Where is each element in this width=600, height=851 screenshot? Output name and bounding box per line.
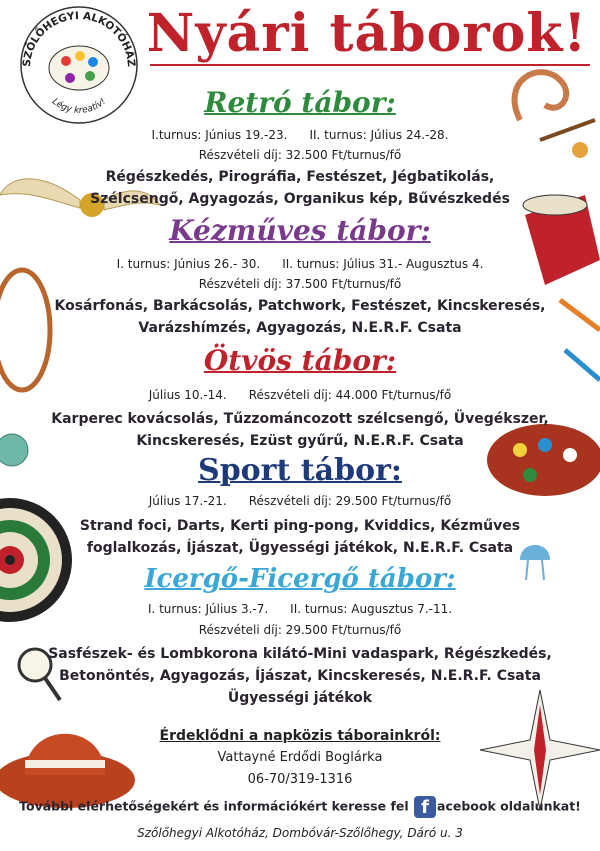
camp-dates-otvos: Július 10.-14. Részvételi díj: 44.000 Ft/turnus/fő (148, 388, 452, 402)
camp-activities-retro-2: Szélcsengő, Agyagozás, Organikus kép, Bűvészkedés (90, 191, 510, 207)
camp-title-sport: Sport tábor: (198, 453, 402, 488)
camp-activities-sport-1: Strand foci, Darts, Kerti ping-pong, Kviddics, Kézműves (79, 518, 521, 534)
contact-name: Vattayné Erdődi Boglárka (217, 750, 383, 765)
camp-title-icergo: Icergő-Ficergő tábor: (144, 564, 456, 594)
contact-heading: Érdeklődni a napközis táborainkról: (159, 728, 441, 744)
camp-title-retro: Retró tábor: (204, 86, 396, 119)
camp-activities-kezmuves-2: Varázshímzés, Agyagozás, N.E.R.F. Csata (138, 320, 462, 336)
camp-fee-retro: Részvételi díj: 32.500 Ft/turnus/fő (198, 148, 402, 162)
camp-activities-otvos-1: Karperec kovácsolás, Tűzzománcozott szélcsengő, Üvegékszer, (51, 411, 549, 427)
camp-fee-icergo: Részvételi díj: 29.500 Ft/turnus/fő (198, 623, 402, 637)
camp-dates-sport: Július 17.-21. Részvételi díj: 29.500 Ft/turnus/fő (148, 494, 452, 508)
camp-activities-icergo-2: Betonöntés, Agyagozás, Íjászat, Kincskeresés, N.E.R.F. Csata (59, 668, 541, 684)
camp-fee-kezmuves: Részvételi díj: 37.500 Ft/turnus/fő (198, 277, 402, 291)
logo-text-top: SZŐLŐHEGYI ALKOTÓHÁZ (20, 9, 138, 68)
footer-facebook-line (0, 796, 600, 818)
footer-text-after: acebook oldalunkat! (437, 798, 581, 814)
camp-activities-icergo-1: Sasfészek- és Lombkorona kilátó-Mini vadaspark, Régészkedés, (48, 646, 552, 662)
logo-palette-icon (49, 46, 109, 90)
camp-dates-icergo: I. turnus: Július 3.-7. II. turnus: Augusztus 7.-11. (147, 602, 453, 616)
logo-text-bottom: Légy kreatív! (49, 96, 109, 116)
title-underline (150, 64, 590, 66)
camp-title-otvos: Ötvös tábor: (203, 344, 397, 377)
camp-activities-otvos-2: Kincskeresés, Ezüst gyűrű, N.E.R.F. Csata (136, 433, 464, 449)
contact-phone: 06-70/319-1316 (247, 772, 353, 787)
camp-title-kezmuves: Kézműves tábor: (169, 214, 431, 247)
camp-dates-kezmuves: I. turnus: Június 26.- 30. II. turnus: Július 31.- Augusztus 4. (116, 257, 484, 271)
camp-activities-retro-1: Régészkedés, Pirográfia, Festészet, Jégbatikolás, (105, 169, 495, 185)
page-title: Nyári táborok! (146, 3, 588, 64)
footer-address: Szőlőhegyi Alkotóház, Dombóvár-Szőlőhegy, Dáró u. 3 (137, 826, 463, 840)
camp-activities-icergo-3: Ügyességi játékok (227, 690, 373, 706)
camp-dates-retro: I.turnus: Június 19.-23. II. turnus: Július 24.-28. (151, 128, 449, 142)
footer-text-before: További elérhetőségekért és információkért keresse fel (19, 798, 409, 814)
facebook-icon[interactable]: f (414, 796, 436, 818)
camp-activities-sport-2: foglalkozás, Íjászat, Ügyességi játékok, N.E.R.F. Csata (86, 540, 514, 556)
camp-activities-kezmuves-1: Kosárfonás, Barkácsolás, Patchwork, Festészet, Kincskeresés, (54, 298, 546, 314)
